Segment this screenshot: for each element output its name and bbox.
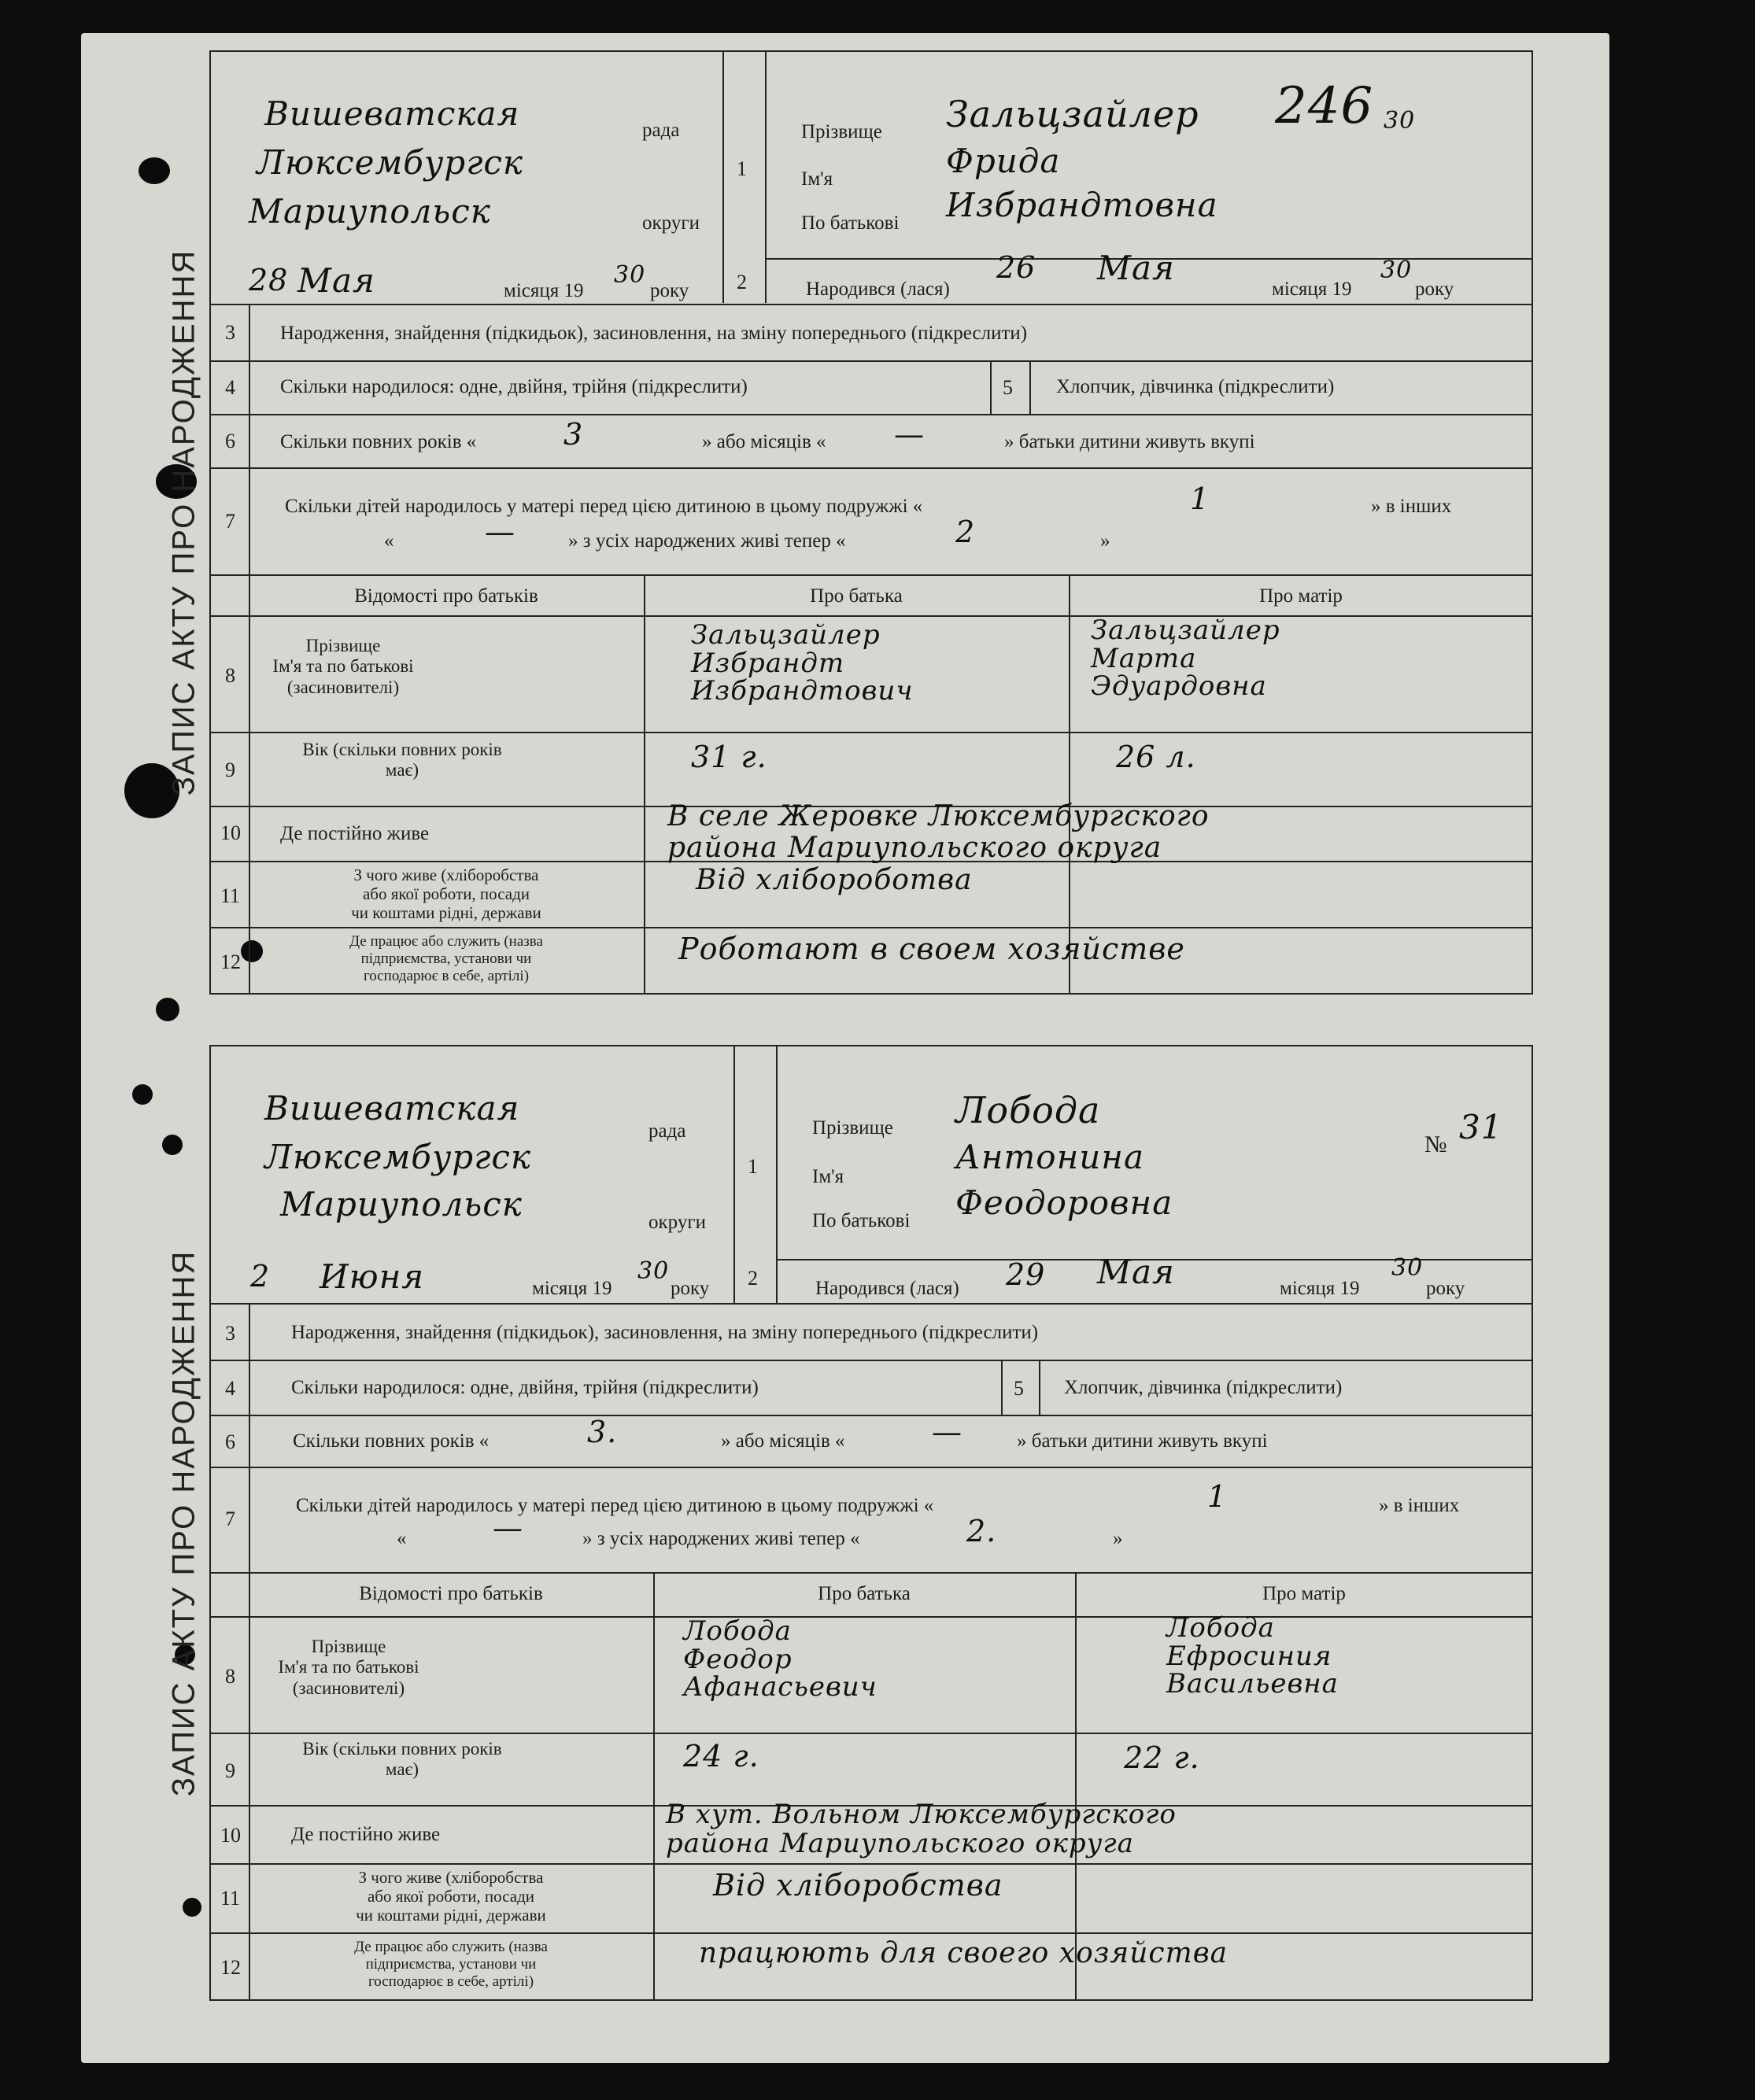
row7-label-d: » з усіх народжених живі тепер «	[568, 530, 846, 552]
birth-record-2: ЗАПИС АКТУ ПРО НАРОДЖЕННЯ Вишеватская рада Люксембургск Мариупольск округи 2 Июня місяця 19 30 року 1 2 Прізвище Лобода Ім'я Антонина По батькові Феодоровна № 31 Народився (лася) 29 Мая місяця 19 30 року 3 Народження, знайдення (підкидьок), засиновлення, на зміну попереднього (підкреслити) 4 Скільки народилося: одне, двійня, трійня (підкреслити) 5 Хлопчик, дівчинка (підкреслити) 6 Скільки повних років « 3. » або місяців « — » батьки дитини живуть вкупі 7 Скільки дітей народилось у матері перед цією дитиною в цьому подружжі « 1 » в інших « — » з усіх народжених живі тепер « 2. » Відомості про батьків Про батька Про матір 8 Прізвище Ім'я та по батькові (засиновителі) Лобода Феодор Афанасьевич Лобода Ефросиния Васильевна 9 Вік (скільки повних років має) 24 г. 22 г. 10 Де постійно живе В хут. Вольном Люксембургского района Мариупольского округа 11 З чого живе (хліборобства або якої роботи, посади чи коштами рідні, держави Від хліборобства 12 Де працює або служить (назва підприємства, установи чи господарює в себе, артілі) працюють для своего хозяйства	[159, 1045, 1533, 2001]
reg-year: 30	[637, 1257, 670, 1285]
row5-label: Хлопчик, дівчинка (підкреслити)	[1056, 376, 1335, 397]
row7-label-d: » з усіх народжених живі тепер «	[582, 1528, 860, 1549]
born-label: Народився (лася)	[806, 279, 950, 300]
father-name: Лобода Феодор Афанасьевич	[683, 1615, 878, 1703]
row6-label-c: » батьки дитини живуть вкупі	[1017, 1430, 1268, 1452]
binder-hole	[156, 998, 179, 1021]
r11-label: З чого живе (хліборобства або якої роботи, посади чи коштами рідні, держави	[351, 865, 541, 923]
okrug-value: Мариупольск	[280, 1185, 523, 1223]
reg-day: 28	[249, 263, 289, 297]
patronymic-value: Избрандтовна	[946, 186, 1218, 224]
row7-label-a: Скільки дітей народилось у матері перед цією дитиною в цьому подружжі «	[285, 496, 923, 517]
year-label: року	[671, 1278, 710, 1299]
row6-label-b: » або місяців «	[721, 1430, 845, 1452]
record-spine: ЗАПИС АКТУ ПРО НАРОДЖЕННЯ	[159, 50, 211, 995]
record-spine: ЗАПИС АКТУ ПРО НАРОДЖЕННЯ	[159, 1045, 211, 2001]
surname-label: Прізвище	[812, 1117, 893, 1139]
mother-name: Лобода Ефросиния Васильевна	[1166, 1612, 1339, 1700]
month-label: місяця 19	[532, 1278, 612, 1299]
parents-header: Відомості про батьків	[359, 1583, 543, 1604]
months-together: —	[894, 417, 925, 452]
birth-record-1: ЗАПИС АКТУ ПРО НАРОДЖЕННЯ Вишеватская рада Люксембургск Мариупольск округи 28 Мая місяця 19 30 року 1 2 Прізвище Зальцзайлер Ім'я Фрида По батькові Избрандтовна 246 30 Народився (лася) 26 Мая місяця 19 30 року 3 Народження, знайдення (підкидьок), засиновлення, на зміну попереднього (підкреслити) 4 Скільки народилося: одне, двійня, трійня (підкреслити) 5 Хлопчик, дівчинка (підкреслити) 6 Скільки повних років « 3 » або місяців « — » батьки дитини живуть вкупі 7 Скільки дітей народилось у матері перед цією дитиною в цьому подружжі « 1 » в інших « — » з усіх народжених живі тепер « 2 » Відомості про батьків Про батька Про матір 8 Прізвище Ім'я та по батькові (засиновителі) Зальцзайлер Избрандт Избрандтович Зальцзайлер Марта Эдуардовна 9 Вік (скільки повних років має) 31 г. 26 л. 10 Де постійно живе В селе Жеровке Люксембургского района Мариупольского округа 11 З чого живе (хліборобства або якої роботи, посади чи коштами рідні, держави Від хлібороботва 12 Де працює або служить (назва підприємства, установи чи господарює в себе, артілі) Роботают в своем хозяйстве	[159, 50, 1533, 995]
reg-year: 30	[614, 261, 646, 289]
alive-now: 2	[955, 515, 976, 549]
month-label: місяця 19	[504, 280, 584, 301]
birth-day: 29	[1006, 1257, 1046, 1292]
r12-label: Де працює або служить (назва підприємства, установи чи господарює в себе, артілі)	[349, 933, 543, 984]
birth-month-label: місяця 19	[1280, 1278, 1360, 1299]
birth-year: 30	[1391, 1254, 1424, 1282]
children-this-marriage: 1	[1190, 482, 1210, 516]
birth-month-label: місяця 19	[1272, 279, 1352, 300]
name-value: Фрида	[946, 142, 1061, 180]
row7-label-c: «	[397, 1528, 407, 1549]
row7-label-b: » в інших	[1379, 1495, 1460, 1516]
parents-header: Відомості про батьків	[354, 585, 538, 607]
children-other: —	[485, 515, 515, 549]
surname-value: Зальцзайлер	[946, 93, 1199, 135]
year-label: року	[650, 280, 689, 301]
birth-day: 26	[996, 250, 1036, 285]
reg-month: Июня	[320, 1257, 425, 1296]
rada-value: Вишеватская	[264, 94, 520, 133]
row7-label-b: » в інших	[1371, 496, 1452, 517]
father-header: Про батька	[810, 585, 903, 607]
birth-year-label: року	[1426, 1278, 1465, 1299]
mother-header: Про матір	[1259, 585, 1343, 607]
record-number: 30	[1384, 107, 1416, 135]
surname-value: Лобода	[955, 1089, 1101, 1131]
years-together: 3	[563, 417, 584, 452]
name-value: Антонина	[955, 1138, 1145, 1176]
work: Роботают в своем хозяйстве	[678, 932, 1185, 966]
birth-month: Мая	[1097, 249, 1175, 287]
r10-label: Де постійно живе	[291, 1824, 441, 1845]
r9-label: Вік (скільки повних років має)	[302, 1739, 502, 1780]
residence: В селе Жеровке Люксембургского района Мариупольского округа	[667, 800, 1210, 864]
row4-label: Скільки народилося: одне, двійня, трійня (підкреслити)	[291, 1377, 759, 1398]
row7-label-c: «	[384, 530, 394, 552]
children-this-marriage: 1	[1207, 1479, 1228, 1514]
row5-label: Хлопчик, дівчинка (підкреслити)	[1064, 1377, 1343, 1398]
children-other: —	[493, 1511, 523, 1545]
rada-label: рада	[648, 1120, 686, 1142]
rada-label: рада	[642, 120, 680, 141]
rayon-value: Люксембургск	[257, 143, 524, 182]
row3-label: Народження, знайдення (підкидьок), засиновлення, на зміну попереднього (підкреслити)	[280, 323, 1028, 344]
father-name: Зальцзайлер Избрандт Избрандтович	[691, 619, 914, 707]
work: працюють для своего хозяйства	[699, 1937, 1228, 1969]
name-label: Ім'я	[801, 168, 833, 190]
father-header: Про батька	[818, 1583, 911, 1604]
record-number: 31	[1459, 1108, 1503, 1146]
r9-label: Вік (скільки повних років має)	[302, 740, 502, 781]
row7-label-e: »	[1113, 1528, 1123, 1549]
name-label: Ім'я	[812, 1166, 844, 1187]
r8-label: Прізвище Ім'я та по батькові (засиновителі)	[272, 636, 414, 697]
r12-label: Де працює або служить (назва підприємства, установи чи господарює в себе, артілі)	[354, 1939, 548, 1990]
father-age: 24 г.	[683, 1739, 759, 1773]
patronymic-label: По батькові	[812, 1210, 911, 1231]
mother-age: 26 л.	[1116, 740, 1196, 774]
binder-hole	[132, 1084, 153, 1105]
row6-label-c: » батьки дитини живуть вкупі	[1004, 431, 1255, 452]
alive-now: 2.	[966, 1514, 997, 1548]
row7-label-e: »	[1100, 530, 1110, 552]
born-label: Народився (лася)	[815, 1278, 959, 1299]
livelihood: Від хлібороботва	[696, 864, 973, 896]
row4-label: Скільки народилося: одне, двійня, трійня (підкреслити)	[280, 376, 748, 397]
months-together: —	[932, 1415, 962, 1449]
reg-month: Мая	[297, 261, 375, 300]
mother-age: 22 г.	[1124, 1740, 1200, 1775]
surname-label: Прізвище	[801, 121, 882, 142]
row3-label: Народження, знайдення (підкидьок), засиновлення, на зміну попереднього (підкреслити)	[291, 1322, 1039, 1343]
rada-value: Вишеватская	[264, 1089, 520, 1128]
birth-year-label: року	[1415, 279, 1454, 300]
rayon-value: Люксембургск	[264, 1138, 532, 1176]
row6-label-a: Скільки повних років «	[280, 431, 477, 452]
r11-label: З чого живе (хліборобства або якої роботи, посади чи коштами рідні, держави	[356, 1868, 546, 1925]
patronymic-label: По батькові	[801, 212, 900, 234]
number-sign: №	[1424, 1131, 1447, 1157]
reg-day: 2	[250, 1259, 271, 1294]
okrug-label: округи	[648, 1212, 706, 1233]
mother-name: Зальцзайлер Марта Эдуардовна	[1091, 614, 1280, 703]
residence: В хут. Вольном Люксембургского района Мариупольского округа	[666, 1799, 1177, 1860]
r8-label: Прізвище Ім'я та по батькові (засиновителі)	[278, 1637, 419, 1698]
birth-month: Мая	[1097, 1253, 1175, 1291]
row7-label-a: Скільки дітей народилось у матері перед цією дитиною в цьому подружжі «	[296, 1495, 934, 1516]
livelihood: Від хліборобства	[713, 1868, 1003, 1903]
mother-header: Про матір	[1262, 1583, 1346, 1604]
row6-label-b: » або місяців «	[702, 431, 826, 452]
birth-year: 30	[1380, 257, 1413, 284]
years-together: 3.	[587, 1415, 618, 1449]
row6-label-a: Скільки повних років «	[293, 1430, 490, 1452]
patronymic-value: Феодоровна	[955, 1183, 1173, 1222]
okrug-value: Мариупольск	[249, 192, 491, 231]
r10-label: Де постійно живе	[280, 823, 430, 844]
father-age: 31 г.	[691, 740, 767, 774]
okrug-label: округи	[642, 212, 700, 234]
stamp-number: 246	[1275, 77, 1374, 135]
